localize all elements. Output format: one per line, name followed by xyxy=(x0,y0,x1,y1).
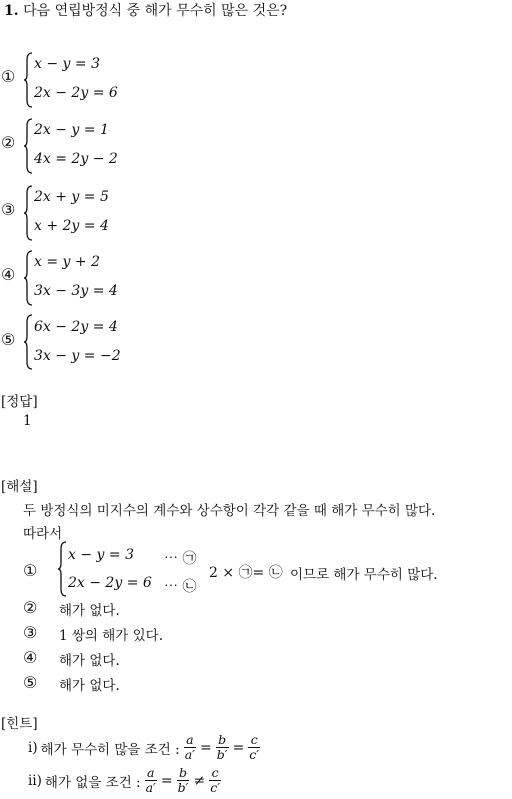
brace-icon xyxy=(24,118,34,174)
brace-icon xyxy=(24,250,34,306)
operator: = xyxy=(232,739,245,756)
conclusion: 이므로 해가 무수히 많다. xyxy=(290,567,438,583)
brace-icon xyxy=(24,314,34,370)
solution-item-text: 1 쌍의 해가 있다. xyxy=(59,628,163,644)
fraction-a: $\frac{a}{a'}$ xyxy=(145,765,156,795)
choice-mark: ③ xyxy=(1,200,16,219)
operator: = xyxy=(199,739,212,756)
equation-tag: ⋯ ㉡ xyxy=(164,579,197,595)
hint-line-2 xyxy=(28,766,222,795)
hint-label: [힌트] xyxy=(1,716,38,732)
fraction-b: $\frac{b}{b'}$ xyxy=(216,732,228,762)
solution-item-text: 해가 없다. xyxy=(59,678,120,694)
hint-mark: ⅱ) xyxy=(28,772,42,789)
equation: 2x − y = 1 xyxy=(34,122,109,138)
solution-line: 두 방정식의 미지수의 계수와 상수항이 각각 같을 때 해가 무수히 많다. xyxy=(23,503,436,519)
equation: 6x − 2y = 4 xyxy=(34,319,118,335)
choice-system-3 xyxy=(24,185,164,241)
fraction-a: $\frac{a}{a'}$ xyxy=(184,732,195,762)
solution-mark: ② xyxy=(23,598,38,617)
fraction-b: $\frac{b}{b'}$ xyxy=(177,765,189,795)
brace-icon xyxy=(24,52,34,108)
solution-item-text: 해가 없다. xyxy=(59,653,120,669)
equation: 2x − 2y = 6 xyxy=(68,575,152,591)
solution-mark: ④ xyxy=(23,648,38,667)
equation: x − y = 3 xyxy=(68,547,134,563)
solution-label: [해설] xyxy=(1,479,38,495)
choice-mark: ① xyxy=(1,67,16,86)
choice-mark: ④ xyxy=(1,265,16,284)
choice-system-1 xyxy=(24,52,164,108)
choice-mark: ② xyxy=(1,133,16,152)
equation: x = y + 2 xyxy=(34,254,100,270)
hint-text: 해가 무수히 많을 조건 : xyxy=(40,741,180,758)
choice-mark: ⑤ xyxy=(1,330,16,349)
answer-label: [정답] xyxy=(1,394,38,410)
hint-text: 해가 없을 조건 : xyxy=(44,774,141,791)
brace-icon xyxy=(24,185,34,241)
hint-mark: ⅰ) xyxy=(28,739,38,756)
operator: ≠ xyxy=(193,772,206,789)
fraction-c: $\frac{c}{c'}$ xyxy=(249,732,260,762)
choice-system-5 xyxy=(24,314,164,370)
equation: 3x − y = −2 xyxy=(34,348,121,364)
fraction-c: $\frac{c}{c'}$ xyxy=(210,765,221,795)
choice-system-4 xyxy=(24,250,164,306)
operator: = xyxy=(160,772,173,789)
hint-line-1 xyxy=(28,733,261,762)
equation: x − y = 3 xyxy=(34,56,100,72)
answer-value: 1 xyxy=(23,413,32,429)
relation: 2 × ㉠= ㉡ xyxy=(209,565,283,581)
solution-mark: ⑤ xyxy=(23,673,38,692)
equation: 2x + y = 5 xyxy=(34,189,109,205)
equation-tag: ⋯ ㉠ xyxy=(164,551,197,567)
question-text: 다음 연립방정식 중 해가 무수히 많은 것은? xyxy=(23,3,288,19)
question-number: 1. xyxy=(4,3,19,19)
solution-mark: ① xyxy=(23,561,38,580)
equation: x + 2y = 4 xyxy=(34,218,109,234)
equation: 2x − 2y = 6 xyxy=(34,85,118,101)
equation: 4x = 2y − 2 xyxy=(34,151,118,167)
brace-icon xyxy=(58,541,68,597)
solution-line: 따라서 xyxy=(23,526,63,542)
solution-mark: ③ xyxy=(23,623,38,642)
solution-item-text: 해가 없다. xyxy=(59,603,120,619)
equation: 3x − 3y = 4 xyxy=(34,283,118,299)
choice-system-2 xyxy=(24,118,164,174)
question-line xyxy=(4,0,287,20)
